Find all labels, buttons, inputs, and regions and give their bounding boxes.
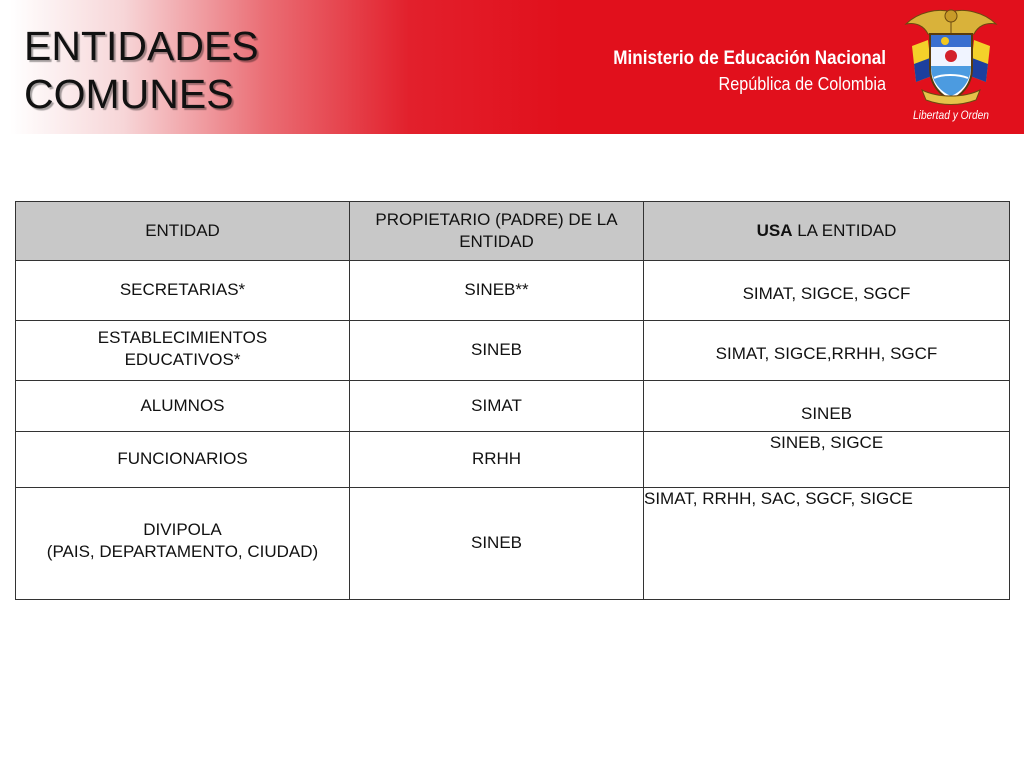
ministry-name: Ministerio de Educación Nacional [613, 48, 886, 69]
cell-propietario: SINEB [350, 488, 644, 600]
cell-propietario: SIMAT [350, 381, 644, 432]
header-banner [0, 0, 1024, 134]
table-row [16, 381, 1010, 432]
cell-propietario: SINEB** [350, 261, 644, 321]
cell-entidad-line1: DIVIPOLA [143, 520, 222, 539]
cell-usa: SINEB [644, 381, 1010, 432]
coat-of-arms-graphic [898, 6, 1004, 110]
cell-usa: SINEB, SIGCE [644, 432, 1010, 488]
header-usa-rest: LA ENTIDAD [792, 221, 897, 240]
cell-entidad-line2: (PAIS, DEPARTAMENTO, CIUDAD) [46, 542, 319, 561]
slide-title-line1: ENTIDADES [24, 23, 259, 69]
table-row [16, 432, 1010, 488]
cell-entidad: SECRETARIAS* [16, 261, 350, 321]
slide-title [24, 22, 259, 118]
ministry-block [583, 46, 886, 96]
cell-entidad: FUNCIONARIOS [16, 432, 350, 488]
coat-of-arms-icon [898, 6, 1004, 130]
header-propietario: PROPIETARIO (PADRE) DE LA ENTIDAD [350, 202, 644, 261]
table-row [16, 488, 1010, 600]
table-row [16, 321, 1010, 381]
entities-table [15, 201, 1010, 600]
cell-usa: SIMAT, SIGCE, SGCF [644, 261, 1010, 321]
cell-entidad-line2: EDUCATIVOS* [124, 350, 241, 369]
header-usa-bold: USA [756, 221, 793, 240]
table-header-row [16, 202, 1010, 261]
header-entidad: ENTIDAD [16, 202, 350, 261]
cell-usa: SIMAT, SIGCE,RRHH, SGCF [644, 321, 1010, 381]
cell-entidad [16, 321, 350, 381]
cell-propietario: RRHH [350, 432, 644, 488]
motto-text: Libertad y Orden [913, 108, 989, 122]
cell-entidad-line1: ESTABLECIMIENTOS [97, 328, 268, 347]
table-row [16, 261, 1010, 321]
country-name: República de Colombia [718, 74, 886, 94]
cell-propietario: SINEB [350, 321, 644, 381]
cell-entidad: ALUMNOS [16, 381, 350, 432]
header-usa [644, 202, 1010, 261]
cell-entidad [16, 488, 350, 600]
cell-usa: SIMAT, RRHH, SAC, SGCF, SIGCE [644, 488, 1010, 600]
slide-title-line2: COMUNES [24, 71, 234, 117]
